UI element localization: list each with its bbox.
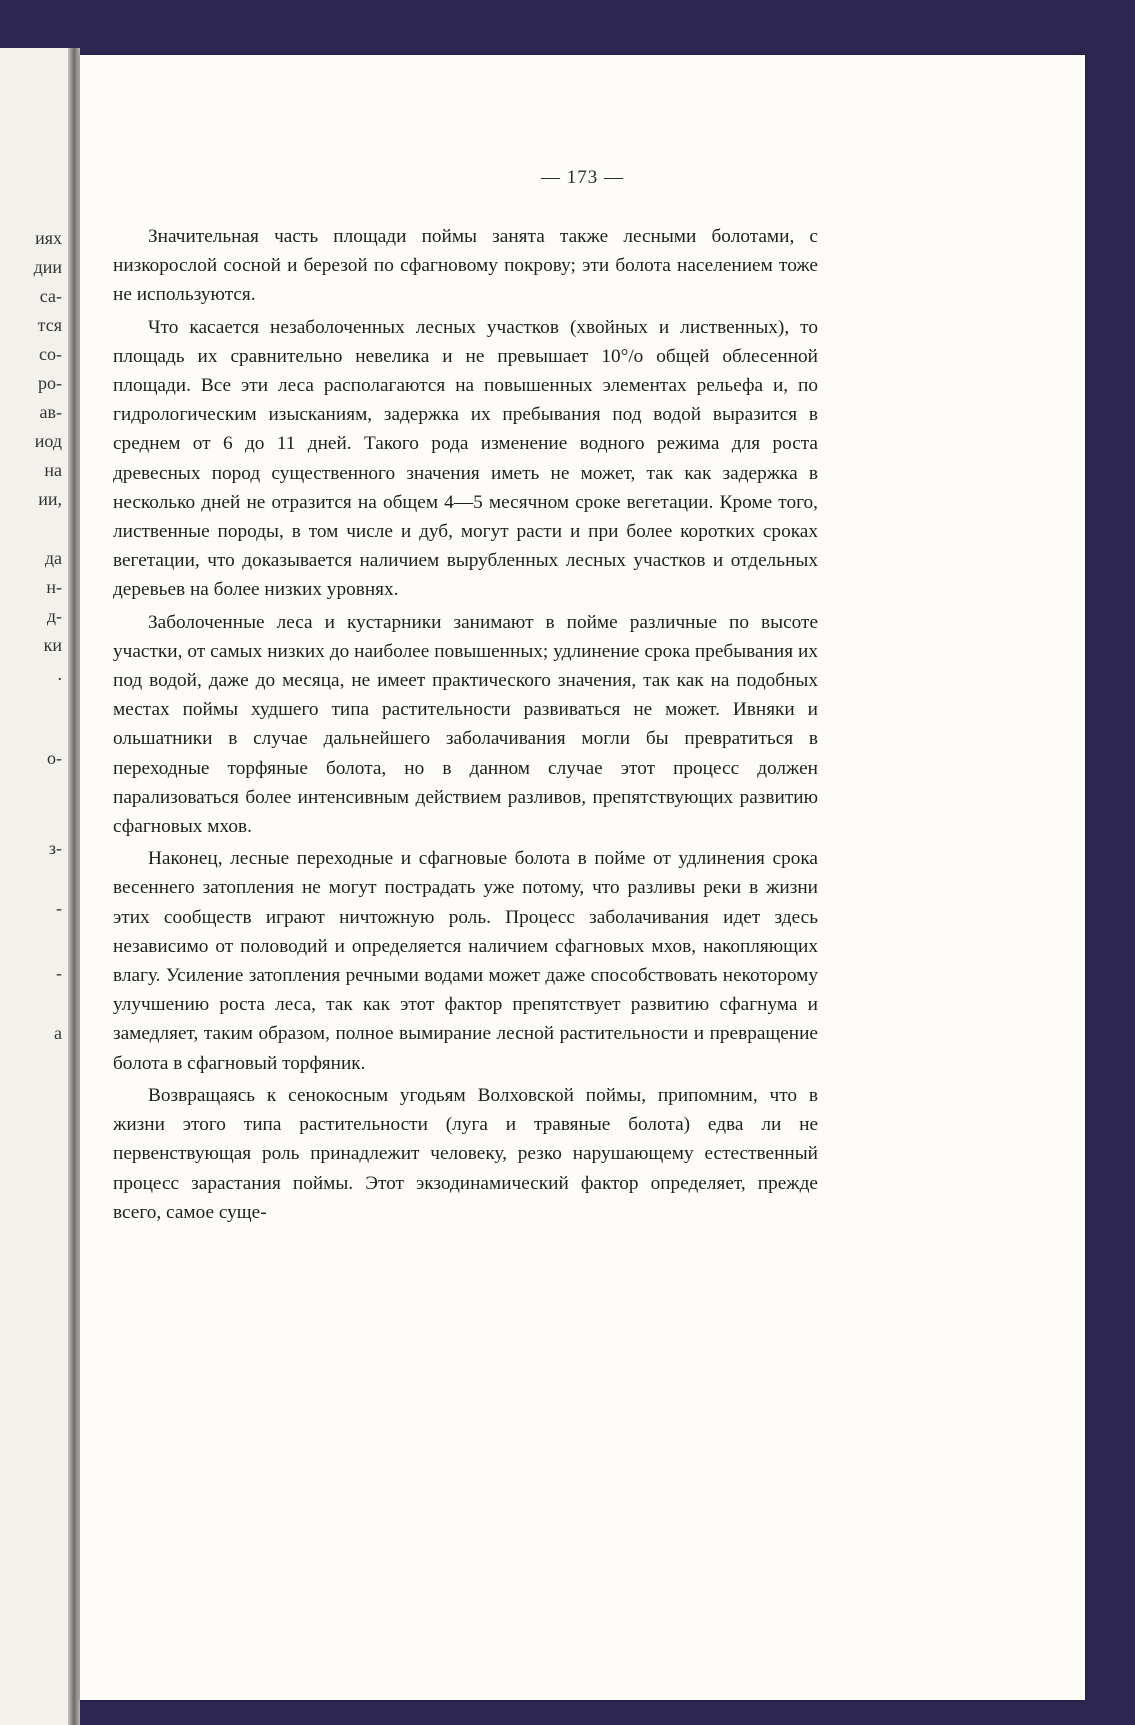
page-number: — 173 — — [541, 167, 624, 188]
left-page-fragment: н- — [46, 577, 62, 597]
left-page-fragment: з- — [48, 838, 62, 858]
paragraph: Возвращаясь к сенокосным угодьям Волховской поймы, припомним, что в жизни этого типа растительности (луга и травяные болота) едва ли не первенствующая роль принадлежит человеку, резко нарушающему естественный процесс зарастания поймы. Этот экзодинамический фактор определяет, прежде всего, самое суще- — [113, 1084, 818, 1223]
left-page-fragment: - — [56, 963, 62, 983]
book-gutter — [68, 48, 80, 1725]
paragraph: Что касается незаболоченных лесных участков (хвойных и лиственных), то площадь их сравнительно невелика и не превышает 10°/o общей облесенной площади. Все эти леса располагаются на повышенных элементах рельефа и, по гидрологическим изысканиям, задержка их пребывания под водой выразится в среднем от 6 до 11 дней. Такого рода изменение водного режима для роста древесных пород существенного значения иметь не может, так как задержка в несколько дней не отразится на общем 4—5 месячном сроке вегетации. Кроме того, лиственные породы, в том числе и дуб, могут расти и при более коротких сроках вегетации, что доказывается наличием вырубленных лесных участков и отдельных деревьев на более низких уровнях. — [113, 316, 818, 601]
left-page-fragment: дии — [33, 257, 62, 277]
left-page-fragment: а — [54, 1023, 62, 1043]
left-page-fragment: о- — [47, 748, 62, 768]
left-page-fragment: са- — [39, 286, 62, 306]
paragraph: Значительная часть площади поймы занята также лесными болотами, с низкорослой сосной и березой по сфагновому покрову; эти болота населением тоже не используются. — [113, 226, 818, 306]
left-page-fragment: ии, — [38, 489, 62, 509]
left-page-fragment: тся — [37, 315, 62, 335]
page-text — [113, 222, 818, 1230]
left-page-text-fragments — [0, 48, 68, 1725]
left-page-fragment: иях — [35, 228, 62, 248]
left-page-fragment: ро- — [38, 373, 62, 393]
left-page-fragment: иод — [34, 431, 62, 451]
left-page-edge — [0, 48, 68, 1725]
left-page-fragment: . — [57, 664, 62, 684]
left-page-fragment: на — [44, 460, 62, 480]
paragraph: Наконец, лесные переходные и сфагновые болота в пойме от удлинения срока весеннего затопления не могут пострадать уже потому, что разливы реки в жизни этих сообществ играют ничтожную роль. Процесс заболачивания идет здесь независимо от половодий и определяется наличием сфагновых мхов, накопляющих влагу. Усиление затопления речными водами может даже способствовать некоторому улучшению роста леса, так как этот фактор препятствует развитию сфагнума и замедляет, таким образом, полное вымирание лесной растительности и превращение болота в сфагновый торфяник. — [113, 848, 818, 1074]
left-page-fragment: д- — [46, 606, 62, 626]
right-page — [80, 55, 1085, 1700]
left-page-fragment: да — [44, 548, 62, 568]
left-page-fragment: - — [56, 898, 62, 918]
left-page-fragment: ав- — [39, 402, 62, 422]
left-page-fragment: со- — [39, 344, 62, 364]
paragraph: Заболоченные леса и кустарники занимают в пойме различные по высоте участки, от самых низких до наиболее повышенных; удлинение срока пребывания их под водой, даже до месяца, не имеет практического значения, так как на подобных местах поймы худшего типа растительности развиваться не может. Ивняки и ольшатники в случае дальнейшего заболачивания могли бы превратиться в переходные торфяные болота, но в данном случае этот процесс должен парализоваться более интенсивным действием разливов, препятствующих развитию сфагновых мхов. — [113, 611, 818, 838]
left-page-fragment: ки — [43, 635, 62, 655]
